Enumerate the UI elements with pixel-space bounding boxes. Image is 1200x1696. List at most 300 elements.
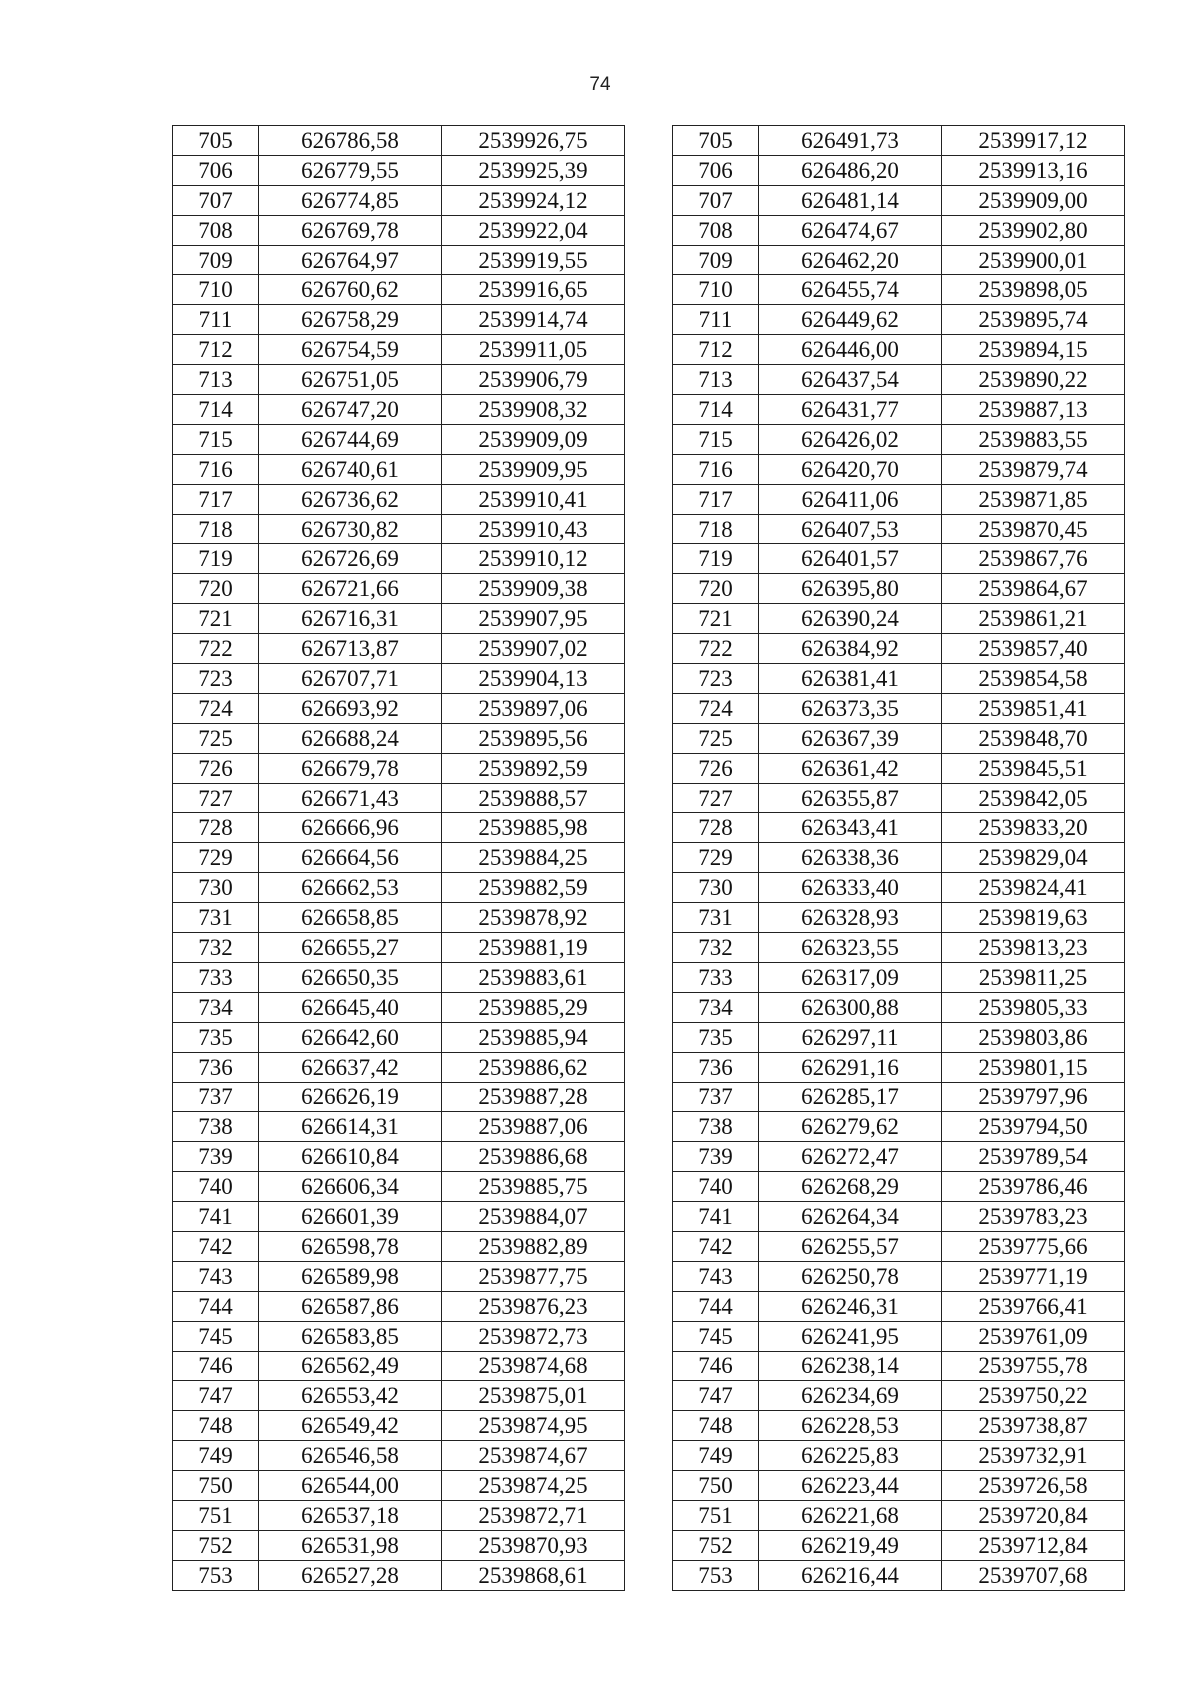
- left-x-coordinate-cell: 626747,20: [259, 395, 442, 425]
- right-x-coordinate-cell: 626381,41: [759, 664, 942, 694]
- left-y-coordinate-cell: 2539875,01: [442, 1381, 625, 1411]
- column-separator: [625, 813, 673, 843]
- right-x-coordinate-cell: 626216,44: [759, 1560, 942, 1590]
- right-y-coordinate-cell: 2539894,15: [942, 335, 1125, 365]
- right-y-coordinate-cell: 2539750,22: [942, 1381, 1125, 1411]
- table-row: [173, 783, 1125, 813]
- left-y-coordinate-cell: 2539874,25: [442, 1471, 625, 1501]
- left-y-coordinate-cell: 2539885,75: [442, 1172, 625, 1202]
- left-point-number-cell: 751: [173, 1500, 259, 1530]
- column-separator: [625, 1231, 673, 1261]
- left-point-number-cell: 730: [173, 873, 259, 903]
- right-y-coordinate-cell: 2539738,87: [942, 1411, 1125, 1441]
- left-y-coordinate-cell: 2539886,68: [442, 1142, 625, 1172]
- column-separator: [625, 155, 673, 185]
- table-row: [173, 1022, 1125, 1052]
- right-point-number-cell: 739: [673, 1142, 759, 1172]
- left-point-number-cell: 738: [173, 1112, 259, 1142]
- table-row: [173, 664, 1125, 694]
- left-y-coordinate-cell: 2539910,43: [442, 514, 625, 544]
- right-point-number-cell: 732: [673, 933, 759, 963]
- right-point-number-cell: 724: [673, 693, 759, 723]
- right-x-coordinate-cell: 626264,34: [759, 1202, 942, 1232]
- left-point-number-cell: 713: [173, 365, 259, 395]
- left-point-number-cell: 717: [173, 484, 259, 514]
- table-row: [173, 813, 1125, 843]
- left-x-coordinate-cell: 626751,05: [259, 365, 442, 395]
- right-point-number-cell: 711: [673, 305, 759, 335]
- left-y-coordinate-cell: 2539906,79: [442, 365, 625, 395]
- right-x-coordinate-cell: 626291,16: [759, 1052, 942, 1082]
- right-y-coordinate-cell: 2539771,19: [942, 1261, 1125, 1291]
- right-point-number-cell: 725: [673, 723, 759, 753]
- table-row: [173, 843, 1125, 873]
- column-separator: [625, 1500, 673, 1530]
- column-separator: [625, 962, 673, 992]
- right-y-coordinate-cell: 2539867,76: [942, 544, 1125, 574]
- right-y-coordinate-cell: 2539789,54: [942, 1142, 1125, 1172]
- left-y-coordinate-cell: 2539919,55: [442, 245, 625, 275]
- table-row: [173, 335, 1125, 365]
- table-row: [173, 1471, 1125, 1501]
- left-x-coordinate-cell: 626713,87: [259, 634, 442, 664]
- left-x-coordinate-cell: 626744,69: [259, 424, 442, 454]
- left-x-coordinate-cell: 626666,96: [259, 813, 442, 843]
- right-y-coordinate-cell: 2539819,63: [942, 903, 1125, 933]
- column-separator: [625, 933, 673, 963]
- table-row: [173, 1261, 1125, 1291]
- right-y-coordinate-cell: 2539801,15: [942, 1052, 1125, 1082]
- right-point-number-cell: 741: [673, 1202, 759, 1232]
- left-point-number-cell: 732: [173, 933, 259, 963]
- left-x-coordinate-cell: 626601,39: [259, 1202, 442, 1232]
- right-point-number-cell: 751: [673, 1500, 759, 1530]
- table-row: [173, 215, 1125, 245]
- right-point-number-cell: 740: [673, 1172, 759, 1202]
- right-y-coordinate-cell: 2539824,41: [942, 873, 1125, 903]
- column-separator: [625, 484, 673, 514]
- table-row: [173, 1351, 1125, 1381]
- left-x-coordinate-cell: 626589,98: [259, 1261, 442, 1291]
- table-row: [173, 484, 1125, 514]
- right-point-number-cell: 746: [673, 1351, 759, 1381]
- right-x-coordinate-cell: 626343,41: [759, 813, 942, 843]
- right-x-coordinate-cell: 626219,49: [759, 1530, 942, 1560]
- left-y-coordinate-cell: 2539886,62: [442, 1052, 625, 1082]
- left-x-coordinate-cell: 626664,56: [259, 843, 442, 873]
- column-separator: [625, 604, 673, 634]
- left-y-coordinate-cell: 2539916,65: [442, 275, 625, 305]
- table-row: [173, 185, 1125, 215]
- right-y-coordinate-cell: 2539842,05: [942, 783, 1125, 813]
- right-y-coordinate-cell: 2539890,22: [942, 365, 1125, 395]
- column-separator: [625, 1261, 673, 1291]
- right-x-coordinate-cell: 626317,09: [759, 962, 942, 992]
- left-x-coordinate-cell: 626606,34: [259, 1172, 442, 1202]
- left-point-number-cell: 721: [173, 604, 259, 634]
- column-separator: [625, 126, 673, 156]
- column-separator: [625, 843, 673, 873]
- right-point-number-cell: 722: [673, 634, 759, 664]
- left-y-coordinate-cell: 2539868,61: [442, 1560, 625, 1590]
- column-separator: [625, 753, 673, 783]
- right-y-coordinate-cell: 2539879,74: [942, 454, 1125, 484]
- column-separator: [625, 514, 673, 544]
- left-x-coordinate-cell: 626693,92: [259, 693, 442, 723]
- right-y-coordinate-cell: 2539895,74: [942, 305, 1125, 335]
- table-row: [173, 903, 1125, 933]
- column-separator: [625, 873, 673, 903]
- right-x-coordinate-cell: 626333,40: [759, 873, 942, 903]
- left-x-coordinate-cell: 626764,97: [259, 245, 442, 275]
- table-row: [173, 933, 1125, 963]
- left-x-coordinate-cell: 626769,78: [259, 215, 442, 245]
- left-point-number-cell: 734: [173, 992, 259, 1022]
- left-point-number-cell: 708: [173, 215, 259, 245]
- column-separator: [625, 664, 673, 694]
- right-x-coordinate-cell: 626279,62: [759, 1112, 942, 1142]
- left-x-coordinate-cell: 626637,42: [259, 1052, 442, 1082]
- right-y-coordinate-cell: 2539811,25: [942, 962, 1125, 992]
- table-row: [173, 305, 1125, 335]
- left-x-coordinate-cell: 626598,78: [259, 1231, 442, 1261]
- right-y-coordinate-cell: 2539870,45: [942, 514, 1125, 544]
- table-row: [173, 395, 1125, 425]
- left-y-coordinate-cell: 2539926,75: [442, 126, 625, 156]
- left-point-number-cell: 747: [173, 1381, 259, 1411]
- table-row: [173, 454, 1125, 484]
- left-y-coordinate-cell: 2539874,95: [442, 1411, 625, 1441]
- right-x-coordinate-cell: 626373,35: [759, 693, 942, 723]
- right-y-coordinate-cell: 2539732,91: [942, 1441, 1125, 1471]
- right-y-coordinate-cell: 2539857,40: [942, 634, 1125, 664]
- right-x-coordinate-cell: 626300,88: [759, 992, 942, 1022]
- right-y-coordinate-cell: 2539797,96: [942, 1082, 1125, 1112]
- left-x-coordinate-cell: 626587,86: [259, 1291, 442, 1321]
- table-row: [173, 544, 1125, 574]
- left-y-coordinate-cell: 2539908,32: [442, 395, 625, 425]
- column-separator: [625, 335, 673, 365]
- coordinates-table-body: [173, 126, 1125, 1591]
- right-x-coordinate-cell: 626446,00: [759, 335, 942, 365]
- left-x-coordinate-cell: 626671,43: [259, 783, 442, 813]
- table-row: [173, 753, 1125, 783]
- left-x-coordinate-cell: 626583,85: [259, 1321, 442, 1351]
- left-y-coordinate-cell: 2539877,75: [442, 1261, 625, 1291]
- right-point-number-cell: 715: [673, 424, 759, 454]
- column-separator: [625, 245, 673, 275]
- right-point-number-cell: 743: [673, 1261, 759, 1291]
- column-separator: [625, 1052, 673, 1082]
- column-separator: [625, 395, 673, 425]
- right-y-coordinate-cell: 2539707,68: [942, 1560, 1125, 1590]
- right-x-coordinate-cell: 626355,87: [759, 783, 942, 813]
- right-point-number-cell: 752: [673, 1530, 759, 1560]
- right-y-coordinate-cell: 2539909,00: [942, 185, 1125, 215]
- right-point-number-cell: 728: [673, 813, 759, 843]
- table-row: [173, 1500, 1125, 1530]
- left-y-coordinate-cell: 2539870,93: [442, 1530, 625, 1560]
- right-point-number-cell: 727: [673, 783, 759, 813]
- left-point-number-cell: 723: [173, 664, 259, 694]
- right-point-number-cell: 705: [673, 126, 759, 156]
- left-point-number-cell: 705: [173, 126, 259, 156]
- left-y-coordinate-cell: 2539872,71: [442, 1500, 625, 1530]
- right-point-number-cell: 709: [673, 245, 759, 275]
- left-point-number-cell: 718: [173, 514, 259, 544]
- table-row: [173, 514, 1125, 544]
- left-y-coordinate-cell: 2539897,06: [442, 693, 625, 723]
- left-x-coordinate-cell: 626546,58: [259, 1441, 442, 1471]
- left-point-number-cell: 719: [173, 544, 259, 574]
- left-point-number-cell: 714: [173, 395, 259, 425]
- left-x-coordinate-cell: 626721,66: [259, 574, 442, 604]
- right-y-coordinate-cell: 2539854,58: [942, 664, 1125, 694]
- right-point-number-cell: 744: [673, 1291, 759, 1321]
- left-y-coordinate-cell: 2539882,59: [442, 873, 625, 903]
- table-row: [173, 1142, 1125, 1172]
- right-point-number-cell: 713: [673, 365, 759, 395]
- left-point-number-cell: 725: [173, 723, 259, 753]
- table-row: [173, 873, 1125, 903]
- right-y-coordinate-cell: 2539898,05: [942, 275, 1125, 305]
- left-y-coordinate-cell: 2539884,07: [442, 1202, 625, 1232]
- right-x-coordinate-cell: 626268,29: [759, 1172, 942, 1202]
- left-point-number-cell: 709: [173, 245, 259, 275]
- left-y-coordinate-cell: 2539924,12: [442, 185, 625, 215]
- table-row: [173, 1231, 1125, 1261]
- right-x-coordinate-cell: 626384,92: [759, 634, 942, 664]
- right-x-coordinate-cell: 626401,57: [759, 544, 942, 574]
- right-point-number-cell: 742: [673, 1231, 759, 1261]
- right-x-coordinate-cell: 626486,20: [759, 155, 942, 185]
- right-x-coordinate-cell: 626449,62: [759, 305, 942, 335]
- left-y-coordinate-cell: 2539874,67: [442, 1441, 625, 1471]
- left-x-coordinate-cell: 626549,42: [259, 1411, 442, 1441]
- table-row: [173, 424, 1125, 454]
- left-y-coordinate-cell: 2539904,13: [442, 664, 625, 694]
- right-y-coordinate-cell: 2539851,41: [942, 693, 1125, 723]
- left-y-coordinate-cell: 2539885,98: [442, 813, 625, 843]
- column-separator: [625, 1291, 673, 1321]
- left-point-number-cell: 752: [173, 1530, 259, 1560]
- left-y-coordinate-cell: 2539872,73: [442, 1321, 625, 1351]
- table-row: [173, 693, 1125, 723]
- left-point-number-cell: 726: [173, 753, 259, 783]
- left-y-coordinate-cell: 2539907,02: [442, 634, 625, 664]
- right-x-coordinate-cell: 626221,68: [759, 1500, 942, 1530]
- left-x-coordinate-cell: 626736,62: [259, 484, 442, 514]
- right-point-number-cell: 720: [673, 574, 759, 604]
- table-row: [173, 275, 1125, 305]
- right-y-coordinate-cell: 2539783,23: [942, 1202, 1125, 1232]
- right-point-number-cell: 747: [673, 1381, 759, 1411]
- right-x-coordinate-cell: 626323,55: [759, 933, 942, 963]
- page-number: 74: [589, 74, 611, 95]
- right-y-coordinate-cell: 2539902,80: [942, 215, 1125, 245]
- left-point-number-cell: 741: [173, 1202, 259, 1232]
- column-separator: [625, 1321, 673, 1351]
- table-row: [173, 1321, 1125, 1351]
- left-point-number-cell: 731: [173, 903, 259, 933]
- column-separator: [625, 1381, 673, 1411]
- left-y-coordinate-cell: 2539884,25: [442, 843, 625, 873]
- left-point-number-cell: 749: [173, 1441, 259, 1471]
- column-separator: [625, 1202, 673, 1232]
- left-y-coordinate-cell: 2539922,04: [442, 215, 625, 245]
- column-separator: [625, 454, 673, 484]
- right-x-coordinate-cell: 626285,17: [759, 1082, 942, 1112]
- left-x-coordinate-cell: 626537,18: [259, 1500, 442, 1530]
- column-separator: [625, 1022, 673, 1052]
- right-y-coordinate-cell: 2539848,70: [942, 723, 1125, 753]
- right-x-coordinate-cell: 626241,95: [759, 1321, 942, 1351]
- column-separator: [625, 1172, 673, 1202]
- right-y-coordinate-cell: 2539871,85: [942, 484, 1125, 514]
- column-separator: [625, 215, 673, 245]
- table-row: [173, 245, 1125, 275]
- table-row: [173, 1202, 1125, 1232]
- table-row: [173, 574, 1125, 604]
- right-x-coordinate-cell: 626338,36: [759, 843, 942, 873]
- right-x-coordinate-cell: 626474,67: [759, 215, 942, 245]
- right-x-coordinate-cell: 626367,39: [759, 723, 942, 753]
- left-y-coordinate-cell: 2539892,59: [442, 753, 625, 783]
- left-y-coordinate-cell: 2539874,68: [442, 1351, 625, 1381]
- left-point-number-cell: 744: [173, 1291, 259, 1321]
- right-y-coordinate-cell: 2539917,12: [942, 126, 1125, 156]
- right-x-coordinate-cell: 626223,44: [759, 1471, 942, 1501]
- left-y-coordinate-cell: 2539876,23: [442, 1291, 625, 1321]
- left-point-number-cell: 733: [173, 962, 259, 992]
- column-separator: [625, 903, 673, 933]
- left-point-number-cell: 746: [173, 1351, 259, 1381]
- column-separator: [625, 185, 673, 215]
- right-y-coordinate-cell: 2539755,78: [942, 1351, 1125, 1381]
- right-point-number-cell: 749: [673, 1441, 759, 1471]
- right-y-coordinate-cell: 2539720,84: [942, 1500, 1125, 1530]
- table-row: [173, 155, 1125, 185]
- right-point-number-cell: 716: [673, 454, 759, 484]
- right-point-number-cell: 729: [673, 843, 759, 873]
- left-y-coordinate-cell: 2539909,38: [442, 574, 625, 604]
- left-point-number-cell: 728: [173, 813, 259, 843]
- table-row: [173, 1291, 1125, 1321]
- left-point-number-cell: 745: [173, 1321, 259, 1351]
- table-row: [173, 1112, 1125, 1142]
- left-point-number-cell: 712: [173, 335, 259, 365]
- table-row: [173, 1560, 1125, 1590]
- table-row: [173, 365, 1125, 395]
- column-separator: [625, 783, 673, 813]
- column-separator: [625, 1560, 673, 1590]
- left-y-coordinate-cell: 2539909,95: [442, 454, 625, 484]
- right-y-coordinate-cell: 2539833,20: [942, 813, 1125, 843]
- right-point-number-cell: 735: [673, 1022, 759, 1052]
- left-x-coordinate-cell: 626531,98: [259, 1530, 442, 1560]
- left-y-coordinate-cell: 2539883,61: [442, 962, 625, 992]
- left-point-number-cell: 735: [173, 1022, 259, 1052]
- right-y-coordinate-cell: 2539813,23: [942, 933, 1125, 963]
- right-y-coordinate-cell: 2539775,66: [942, 1231, 1125, 1261]
- left-point-number-cell: 716: [173, 454, 259, 484]
- right-x-coordinate-cell: 626238,14: [759, 1351, 942, 1381]
- left-point-number-cell: 742: [173, 1231, 259, 1261]
- right-x-coordinate-cell: 626407,53: [759, 514, 942, 544]
- right-y-coordinate-cell: 2539861,21: [942, 604, 1125, 634]
- table-row: [173, 126, 1125, 156]
- right-x-coordinate-cell: 626420,70: [759, 454, 942, 484]
- right-point-number-cell: 753: [673, 1560, 759, 1590]
- left-point-number-cell: 748: [173, 1411, 259, 1441]
- left-x-coordinate-cell: 626562,49: [259, 1351, 442, 1381]
- left-point-number-cell: 736: [173, 1052, 259, 1082]
- left-point-number-cell: 720: [173, 574, 259, 604]
- right-y-coordinate-cell: 2539805,33: [942, 992, 1125, 1022]
- column-separator: [625, 1441, 673, 1471]
- right-x-coordinate-cell: 626390,24: [759, 604, 942, 634]
- left-x-coordinate-cell: 626553,42: [259, 1381, 442, 1411]
- left-y-coordinate-cell: 2539887,06: [442, 1112, 625, 1142]
- right-x-coordinate-cell: 626297,11: [759, 1022, 942, 1052]
- column-separator: [625, 634, 673, 664]
- table-row: [173, 962, 1125, 992]
- right-x-coordinate-cell: 626455,74: [759, 275, 942, 305]
- table-row: [173, 1052, 1125, 1082]
- left-x-coordinate-cell: 626740,61: [259, 454, 442, 484]
- table-row: [173, 723, 1125, 753]
- right-point-number-cell: 717: [673, 484, 759, 514]
- right-y-coordinate-cell: 2539887,13: [942, 395, 1125, 425]
- left-x-coordinate-cell: 626642,60: [259, 1022, 442, 1052]
- table-row: [173, 992, 1125, 1022]
- right-y-coordinate-cell: 2539786,46: [942, 1172, 1125, 1202]
- column-separator: [625, 544, 673, 574]
- table-row: [173, 1441, 1125, 1471]
- left-x-coordinate-cell: 626658,85: [259, 903, 442, 933]
- left-point-number-cell: 710: [173, 275, 259, 305]
- right-x-coordinate-cell: 626481,14: [759, 185, 942, 215]
- column-separator: [625, 424, 673, 454]
- table-row: [173, 1411, 1125, 1441]
- table-row: [173, 1530, 1125, 1560]
- left-y-coordinate-cell: 2539910,41: [442, 484, 625, 514]
- right-x-coordinate-cell: 626411,06: [759, 484, 942, 514]
- column-separator: [625, 1471, 673, 1501]
- left-point-number-cell: 707: [173, 185, 259, 215]
- right-x-coordinate-cell: 626462,20: [759, 245, 942, 275]
- right-point-number-cell: 737: [673, 1082, 759, 1112]
- right-x-coordinate-cell: 626431,77: [759, 395, 942, 425]
- table-row: [173, 1381, 1125, 1411]
- left-point-number-cell: 740: [173, 1172, 259, 1202]
- right-y-coordinate-cell: 2539864,67: [942, 574, 1125, 604]
- left-y-coordinate-cell: 2539878,92: [442, 903, 625, 933]
- right-point-number-cell: 730: [673, 873, 759, 903]
- right-point-number-cell: 723: [673, 664, 759, 694]
- column-separator: [625, 1142, 673, 1172]
- left-x-coordinate-cell: 626650,35: [259, 962, 442, 992]
- left-x-coordinate-cell: 626662,53: [259, 873, 442, 903]
- right-x-coordinate-cell: 626250,78: [759, 1261, 942, 1291]
- right-point-number-cell: 745: [673, 1321, 759, 1351]
- column-separator: [625, 574, 673, 604]
- right-x-coordinate-cell: 626491,73: [759, 126, 942, 156]
- left-y-coordinate-cell: 2539887,28: [442, 1082, 625, 1112]
- right-point-number-cell: 712: [673, 335, 759, 365]
- left-x-coordinate-cell: 626527,28: [259, 1560, 442, 1590]
- column-separator: [625, 723, 673, 753]
